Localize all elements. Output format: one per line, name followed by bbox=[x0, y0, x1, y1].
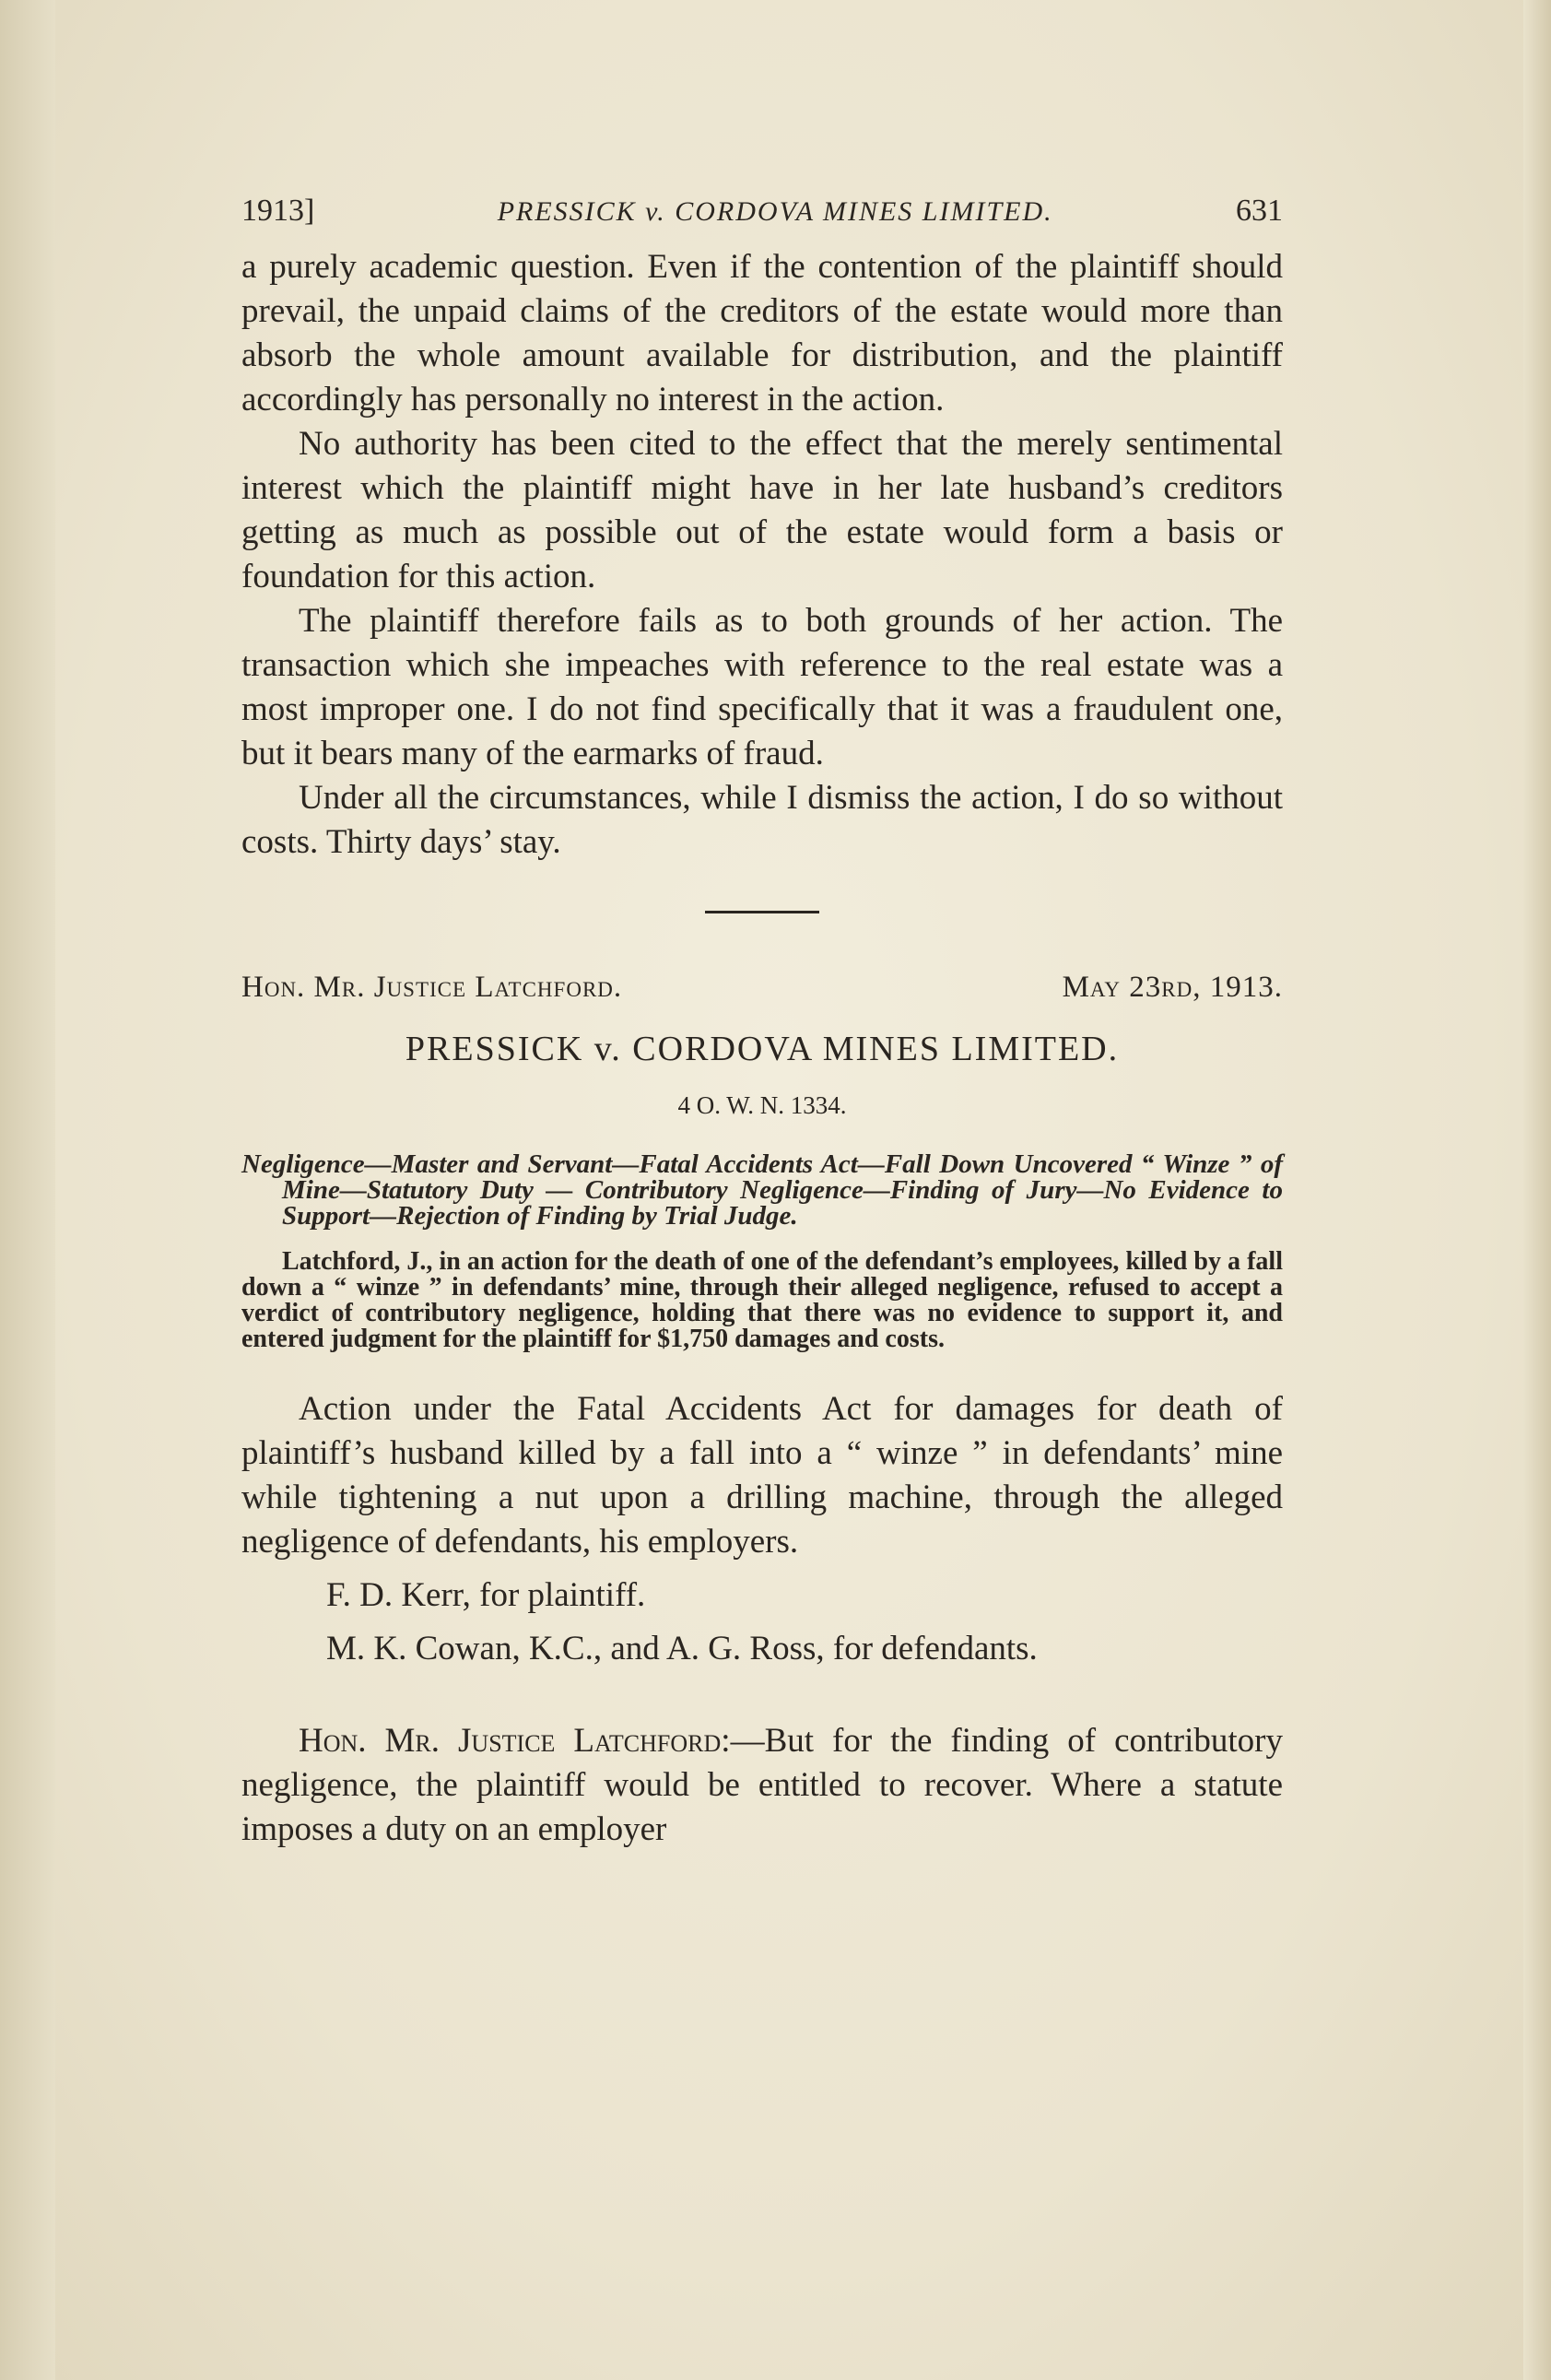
page-edge-shadow bbox=[1523, 0, 1551, 2380]
book-page bbox=[241, 194, 1283, 1852]
paragraph: The plaintiff therefore fails as to both grounds of her action. The transaction which she impeaches with reference to the real estate was a most improper one. I do not find specifically that it was a fraudulent one, but it bears many of the earmarks of fraud. bbox=[241, 602, 1283, 772]
judgment-opening bbox=[241, 1719, 1283, 1852]
judge-date-line bbox=[241, 971, 1283, 1005]
paragraph: No authority has been cited to the effect that the merely sentimental interest which the plaintiff might have in her late husband’s creditors getting as much as possible out of the estate would form a basis or foundation for this action. bbox=[241, 425, 1283, 595]
paragraph: Under all the circumstances, while I dismiss the action, I do so without costs. Thirty days’ stay. bbox=[241, 779, 1283, 861]
case-citation: 4 O. W. N. 1334. bbox=[677, 1091, 847, 1119]
judge-name: Hon. Mr. Justice Latchford. bbox=[241, 971, 623, 1004]
judgment-text: —But for the finding of contributory negligence, the plaintiff would be entitled to recover. Where a statute imposes a duty on an employer bbox=[241, 1722, 1283, 1848]
action-paragraph: Action under the Fatal Accidents Act for damages for death of plaintiff’s husband killed by a fall into a “ winze ” in defendants’ mine while tightening a nut upon a drilling machine, through the alleged negligence of defendants, his employers. bbox=[241, 1390, 1283, 1561]
previous-judgment bbox=[241, 245, 1283, 865]
page-gutter-shadow bbox=[0, 0, 55, 2380]
section-divider bbox=[705, 911, 819, 913]
running-head bbox=[241, 194, 1283, 245]
headnote: Negligence—Master and Servant—Fatal Accidents Act—Fall Down Uncovered “ Winze ” of Mine—Statutory Duty — Contributory Negligence—Finding of Jury—No Evidence to Support—Rejection of Finding by Trial Judge. bbox=[241, 1149, 1283, 1231]
case-summary: Latchford, J., in an action for the death of one of the defendant’s employees, killed by a fall down a “ winze ” in defendants’ mine, through their alleged negligence, refused to accept a verdict of contributory negligence, holding that there was no evidence to support it, and entered judgment for the plaintiff for $1,750 damages and costs. bbox=[241, 1247, 1283, 1353]
counsel-defendants: M. K. Cowan, K.C., and A. G. Ross, for defendants. bbox=[326, 1630, 1038, 1667]
paragraph: a purely academic question. Even if the contention of the plaintiff should prevail, the unpaid claims of the creditors of the estate would more than absorb the whole amount available for distribution, and the plaintiff accordingly has personally no interest in the action. bbox=[241, 248, 1283, 418]
case-title: PRESSICK v. CORDOVA MINES LIMITED. bbox=[405, 1030, 1120, 1068]
judgment-date: May 23rd, 1913. bbox=[1062, 971, 1283, 1004]
page-number: 631 bbox=[1235, 194, 1283, 228]
running-head-year: 1913] bbox=[241, 194, 315, 228]
counsel-plaintiff: F. D. Kerr, for plaintiff. bbox=[326, 1576, 646, 1614]
running-head-title: PRESSICK v. CORDOVA MINES LIMITED. bbox=[497, 196, 1053, 227]
judgment-speaker: Hon. Mr. Justice Latchford: bbox=[299, 1722, 731, 1760]
